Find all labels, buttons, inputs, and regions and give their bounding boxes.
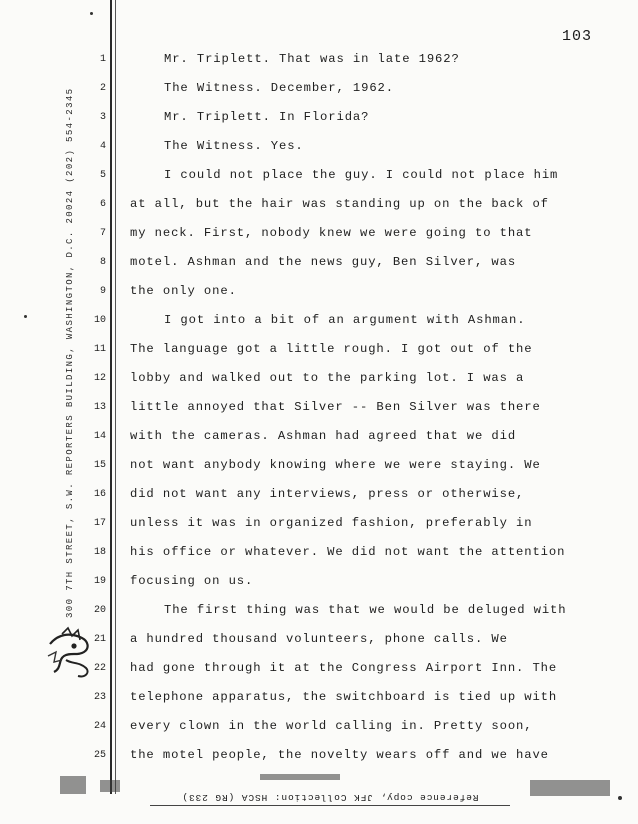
scan-smudge [60,776,86,794]
transcript-line: a hundred thousand volunteers, phone calls. We [130,632,508,646]
page-number: 103 [562,28,593,45]
line-number: 13 [93,402,106,413]
scan-speck [24,315,27,318]
line-number: 17 [93,518,106,529]
transcript-line: the motel people, the novelty wears off and we have [130,748,549,762]
line-number: 19 [93,576,106,587]
transcript-line: I could not place the guy. I could not place him [164,168,559,182]
reporter-address-stamp: 300 7TH STREET, S.W. REPORTERS BUILDING, WASHINGTON, D.C. 20024 (202) 554-2345 [65,87,75,618]
line-number: 3 [99,112,106,123]
line-number: 7 [99,228,106,239]
transcript-line: had gone through it at the Congress Airport Inn. The [130,661,558,675]
transcript-line: little annoyed that Silver -- Ben Silver was there [130,400,541,414]
line-number: 23 [93,692,106,703]
transcript-line: did not want any interviews, press or otherwise, [130,487,525,501]
transcript-line: focusing on us. [130,574,254,588]
transcript-line: unless it was in organized fashion, preferably in [130,516,533,530]
line-number: 14 [93,431,106,442]
line-number: 24 [93,721,106,732]
transcript-line: the only one. [130,284,237,298]
line-number: 9 [99,286,106,297]
line-number: 21 [93,634,106,645]
line-number: 18 [93,547,106,558]
transcript-line: not want anybody knowing where we were staying. We [130,458,541,472]
line-number: 20 [93,605,106,616]
transcript-line: The first thing was that we would be deluged with [164,603,567,617]
line-number: 16 [93,489,106,500]
line-number: 10 [93,315,106,326]
line-number: 1 [99,54,106,65]
line-number: 4 [99,141,106,152]
transcript-line: I got into a bit of an argument with Ashman. [164,313,526,327]
transcript-line: The Witness. December, 1962. [164,81,394,95]
scan-smudge [100,780,120,792]
transcript-line: with the cameras. Ashman had agreed that we did [130,429,517,443]
line-number: 15 [93,460,106,471]
agency-logo-icon [44,626,96,682]
transcript-line: every clown in the world calling in. Pretty soon, [130,719,533,733]
line-number: 11 [93,344,106,355]
left-margin-rule-inner [115,0,116,794]
transcript-line: my neck. First, nobody knew we were going to that [130,226,533,240]
line-number: 2 [99,83,106,94]
line-number: 25 [93,750,106,761]
transcript-line: telephone apparatus, the switchboard is tied up with [130,690,558,704]
transcript-line: The Witness. Yes. [164,139,304,153]
line-number: 6 [99,199,106,210]
transcript-line: Mr. Triplett. In Florida? [164,110,370,124]
transcript-line: his office or whatever. We did not want the attention [130,545,566,559]
transcript-line: at all, but the hair was standing up on the back of [130,197,549,211]
scan-smudge [260,774,340,780]
reference-copy-stamp: Reference copy, JFK Collection: HSCA (RG 233) [150,792,510,806]
scan-smudge [530,780,610,796]
transcript-line: The language got a little rough. I got out of the [130,342,533,356]
left-margin-rule [110,0,112,794]
line-number: 5 [99,170,106,181]
line-number: 8 [99,257,106,268]
transcript-line: Mr. Triplett. That was in late 1962? [164,52,460,66]
line-number: 22 [93,663,106,674]
scan-speck [90,12,93,15]
transcript-line: motel. Ashman and the news guy, Ben Silver, was [130,255,517,269]
transcript-line: lobby and walked out to the parking lot. I was a [130,371,525,385]
line-number: 12 [93,373,106,384]
